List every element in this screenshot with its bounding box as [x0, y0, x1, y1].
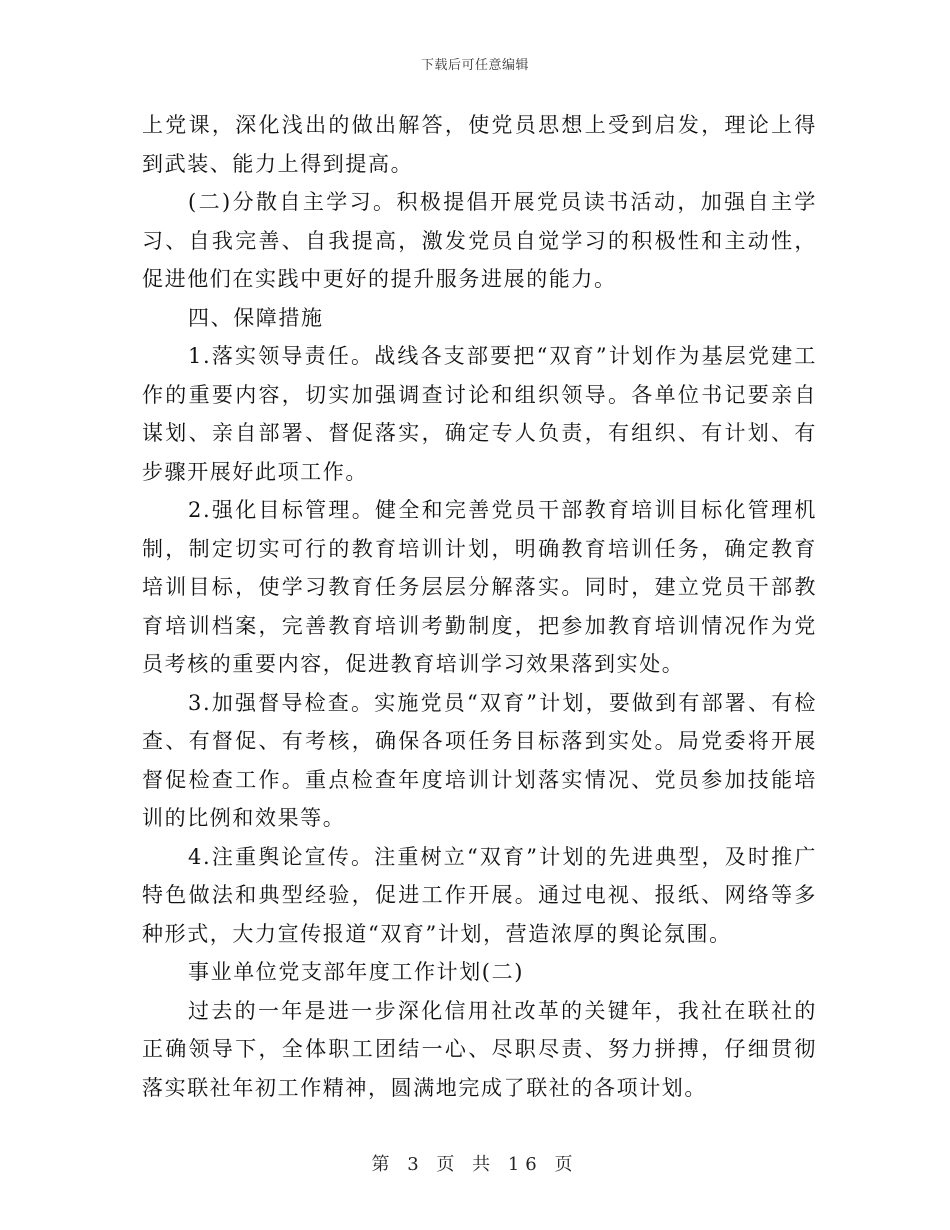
- page-footer: 第 3 页 共 16 页: [371, 1154, 579, 1175]
- section-title-plan-two: 事业单位党支部年度工作计划(二): [188, 960, 524, 984]
- paragraph-past-year: 过去的一年是进一步深化信用社改革的关键年，我社在联社的正确领导下，全体职工团结一心、尽职尽责、努力拼搏，仔细贯彻落实联社年初工作精神，圆满地完成了联社的各项计划。: [142, 998, 817, 1100]
- paragraph-2: (二)分散自主学习。积极提倡开展党员读书活动，加强自主学习、自我完善、自我提高，激发党员自觉学习的积极性和主动性，促进他们在实践中更好的提升服务进展的能力。: [142, 190, 817, 291]
- section-heading-safeguards: 四、保障措施: [188, 305, 324, 330]
- paragraph-leadership: 1.落实领导责任。战线各支部要把“双育”计划作为基层党建工作的重要内容，切实加强调查讨论和组织领导。各单位书记要亲自谋划、亲自部署、督促落实，确定专人负责，有组织、有计划、有步骤开展好此项工作。: [142, 344, 817, 484]
- paragraph-supervision: 3.加强督导检查。实施党员“双育”计划，要做到有部署、有检查、有督促、有考核，确保各项任务目标落到实处。局党委将开展督促检查工作。重点检查年度培训计划落实情况、党员参加技能培训的比例和效果等。: [142, 690, 817, 830]
- document-body: [142, 106, 817, 1107]
- paragraph-1: 上党课，深化浅出的做出解答，使党员思想上受到启发，理论上得到武装、能力上得到提高。: [142, 113, 817, 176]
- page-header: 下载后可任意编辑: [420, 58, 529, 73]
- paragraph-publicity: 4.注重舆论宣传。注重树立“双育”计划的先进典型，及时推广特色做法和典型经验，促进工作开展。通过电视、报纸、网络等多种形式，大力宣传报道“双育”计划，营造浓厚的舆论氛围。: [142, 844, 817, 946]
- paragraph-target-management: 2.强化目标管理。健全和完善党员干部教育培训目标化管理机制，制定切实可行的教育培训计划，明确教育培训任务，确定教育培训目标，使学习教育任务层层分解落实。同时，建立党员干部教育培训档案，完善教育培训考勤制度，把参加教育培训情况作为党员考核的重要内容，促进教育培训学习效果落到实处。: [142, 498, 817, 676]
